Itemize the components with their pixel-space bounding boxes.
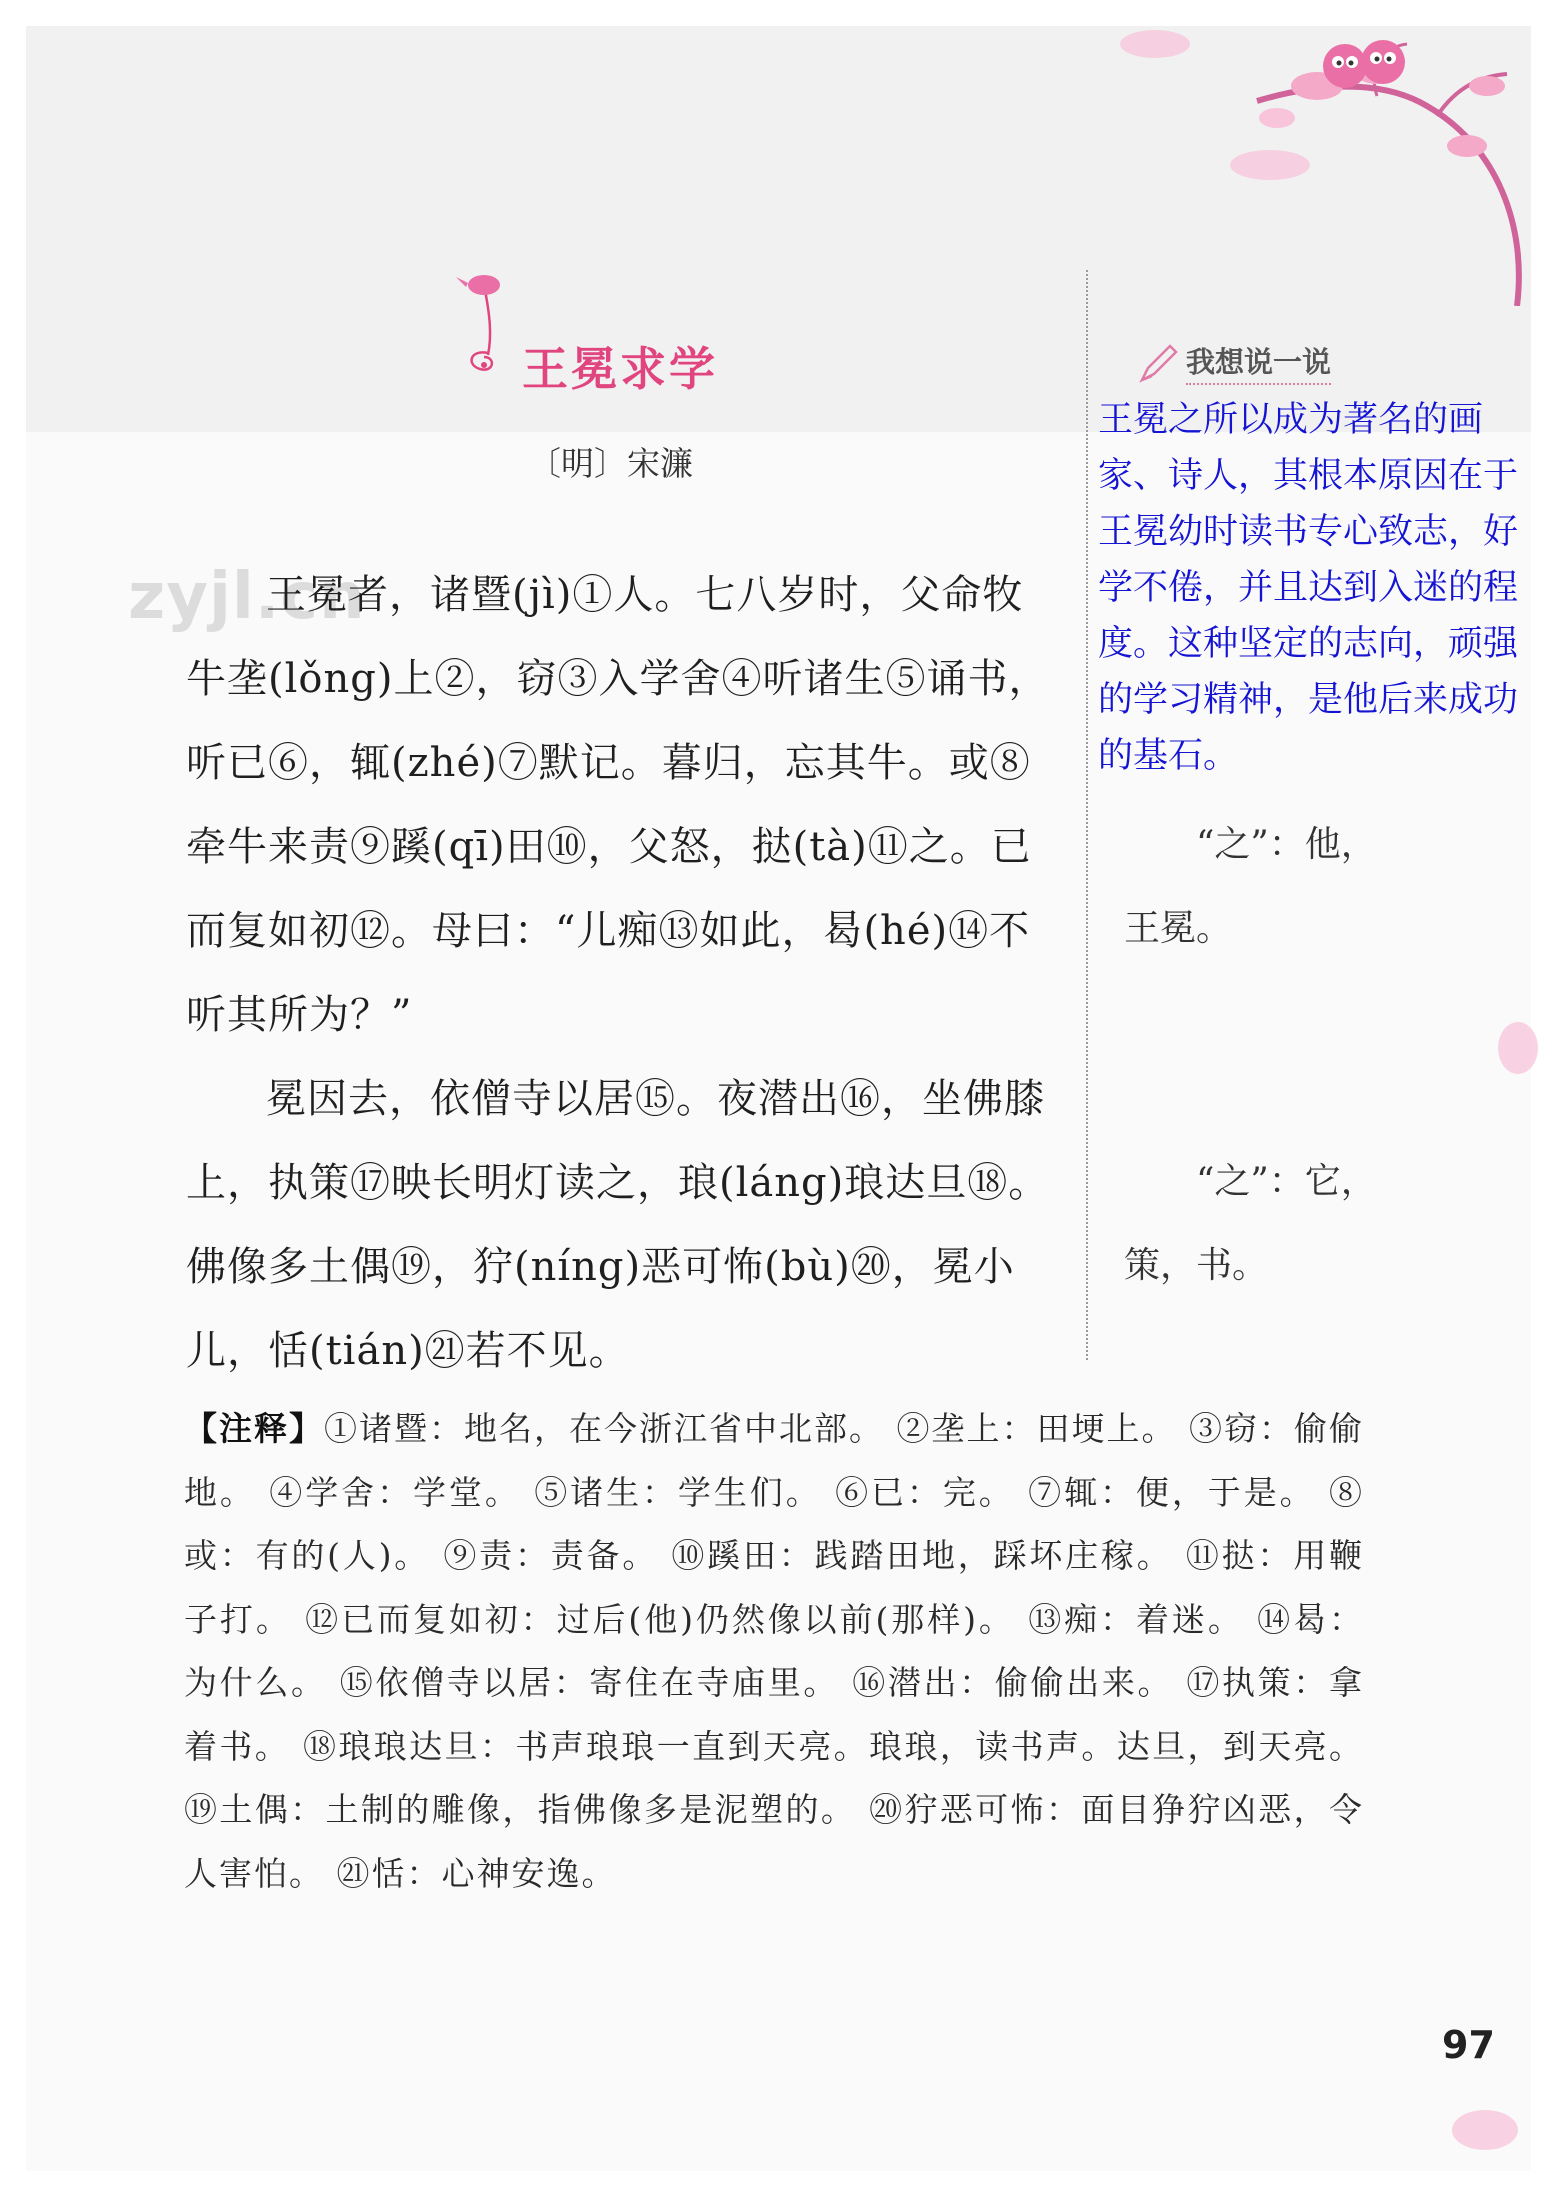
title-block: [440, 265, 800, 405]
petal-decoration: [1498, 1022, 1538, 1074]
column-divider: [1086, 270, 1088, 1360]
text-paragraph-2: 冕因去，依僧寺以居⑮。夜潜出⑯，坐佛膝上，执策⑰映长明灯读之，琅(láng)琅达旦⑱。佛像多土偶⑲，狞(níng)恶可怖(bù)⑳，冕小儿，恬(tián)㉑若不见。: [186, 1076, 1050, 1374]
watermark: zyjl.cn: [128, 560, 366, 634]
petal-decoration: [1452, 2110, 1518, 2150]
petal-decoration: [1230, 150, 1310, 180]
side-note-2: “之”：它， 策，书。: [1124, 1161, 1377, 1286]
text-paragraph-1: 王冕者，诸暨(jì)①人。七八岁时，父命牧牛垄(lǒng)上②，窃③入学舍④听诸生⑤诵书，听已⑥，辄(zhé)⑦默记。暮归，忘其牛。或⑧牵牛来责⑨蹊(qī)田⑩，父怒，挞(tà)⑪之。已而复如初⑫。母曰：“儿痴⑬如此，曷(hé)⑭不听其所为？”: [186, 572, 1050, 1038]
handwritten-answer: 王冕之所以成为著名的画家、诗人，其根本原因在于王冕幼时读书专心致志，好学不倦，并且达到入迷的程度。这种坚定的志向，顽强的学习精神，是他后来成功的基石。: [1098, 400, 1519, 776]
sidebar-label: 我想说一说: [1186, 340, 1331, 385]
classical-text: [186, 553, 1056, 1393]
pencil-icon: [1136, 340, 1182, 386]
branch-with-birds-icon: [1137, 26, 1537, 306]
bird-ornament-icon: [440, 265, 520, 385]
annotations: [184, 1397, 1364, 1905]
petal-decoration: [1120, 30, 1190, 58]
article-title: 王冕求学: [522, 342, 718, 396]
author: 〔明〕宋濂: [528, 444, 693, 483]
annotations-text: ①诸暨：地名，在今浙江省中北部。 ②垄上：田埂上。 ③窃：偷偷地。 ④学舍：学堂。 ⑤诸生：学生们。 ⑥已：完。 ⑦辄：便，于是。 ⑧或：有的(人)。 ⑨责：责备。 ⑩蹊田：践踏田地，踩坏庄稼。 ⑪挞：用鞭子打。 ⑫已而复如初：过后(他)仍然像以前(那样)。 ⑬痴：着迷。 ⑭曷：为什么。 ⑮依僧寺以居：寄住在寺庙里。 ⑯潜出：偷偷出来。 ⑰执策：拿着书。 ⑱琅琅达旦：书声琅琅一直到天亮。琅琅，读书声。达旦，到天亮。 ⑲土偶：土制的雕像，指佛像多是泥塑的。 ⑳狞恶可怖：面目狰狞凶恶，令人害怕。 ㉑恬：心神安逸。: [184, 1409, 1365, 1893]
page-number: 97: [1442, 2023, 1495, 2067]
annotations-label: 【注释】: [184, 1409, 325, 1448]
side-note-1: “之”：他， 王冕。: [1124, 824, 1377, 949]
